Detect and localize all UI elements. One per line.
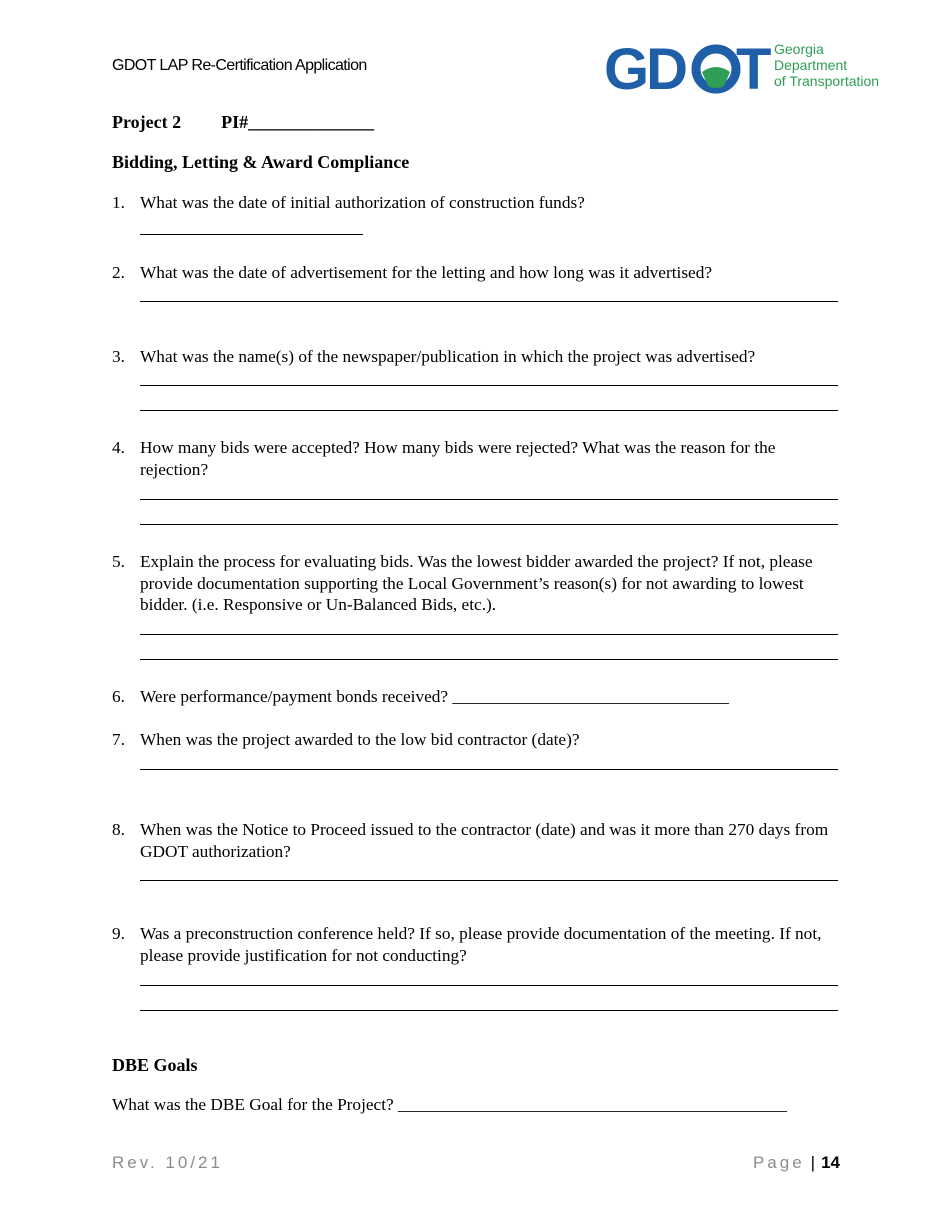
dbe-goal-question[interactable]: What was the DBE Goal for the Project? _____________________________________________ xyxy=(112,1095,787,1114)
answer-line-4b[interactable] xyxy=(140,524,838,525)
pi-number-field[interactable]: PI#______________ xyxy=(221,112,375,132)
svg-text:GD: GD xyxy=(604,42,685,94)
gdot-logo xyxy=(604,40,894,96)
question-text: What was the date of advertisement for the letting and how long was it advertised? xyxy=(140,263,713,282)
question-number: 4. xyxy=(112,438,125,457)
gdot-logo-mark xyxy=(604,42,772,94)
answer-line-5a[interactable] xyxy=(140,634,838,635)
dbe-section-title: DBE Goals xyxy=(112,1055,198,1075)
question-text: What was the date of initial authorization of construction funds? xyxy=(140,193,585,212)
answer-line-4a[interactable] xyxy=(140,499,838,500)
logo-line-3: of Transportation xyxy=(774,73,880,89)
question-number: 5. xyxy=(112,552,125,571)
question-text: How many bids were accepted? How many bids were rejected? What was the reason for the rejection? xyxy=(140,438,776,479)
question-text: Explain the process for evaluating bids. Was the lowest bidder awarded the project? If not, please provide documentation supporting the Local Government’s reason(s) for not awarding to lowest bidder. (i.e. Responsive or Un-Balanced Bids, etc.). xyxy=(140,552,813,614)
answer-line-9b[interactable] xyxy=(140,1010,838,1011)
revision-label: Rev. 10/21 xyxy=(112,1153,223,1172)
answer-line-8[interactable] xyxy=(140,880,838,881)
project-label: Project 2 xyxy=(112,112,182,132)
section-title: Bidding, Letting & Award Compliance xyxy=(112,152,410,172)
answer-line-5b[interactable] xyxy=(140,659,838,660)
question-number: 1. xyxy=(112,193,125,212)
answer-line-9a[interactable] xyxy=(140,985,838,986)
logo-line-2: Department xyxy=(774,57,848,73)
page-label: Page xyxy=(752,1153,805,1172)
answer-line-1[interactable] xyxy=(140,234,363,235)
question-text: When was the Notice to Proceed issued to the contractor (date) and was it more than 270 days from GDOT authorization? xyxy=(140,820,829,861)
question-text: Was a preconstruction conference held? If so, please provide documentation of the meeting. If not, please provide justification for not conducting? xyxy=(140,924,822,965)
logo-line-1: Georgia xyxy=(774,41,824,57)
question-number: 7. xyxy=(112,730,125,749)
answer-line-7[interactable] xyxy=(140,769,838,770)
question-text: When was the project awarded to the low bid contractor (date)? xyxy=(140,730,580,749)
page-separator: | xyxy=(810,1153,816,1172)
page-footer xyxy=(753,1153,840,1173)
question-number: 6. xyxy=(112,687,125,706)
page-number: 14 xyxy=(821,1153,840,1172)
gdot-logo-text xyxy=(774,41,879,89)
question-number: 3. xyxy=(112,347,125,366)
answer-line-2[interactable] xyxy=(140,301,838,302)
question-number: 2. xyxy=(112,263,125,282)
answer-line-3b[interactable] xyxy=(140,410,838,411)
question-number: 9. xyxy=(112,924,125,943)
svg-text:T: T xyxy=(736,42,772,94)
question-text-with-blank[interactable]: Were performance/payment bonds received? ________________________________ xyxy=(140,687,729,706)
question-text: What was the name(s) of the newspaper/publication in which the project was advertised? xyxy=(140,347,756,366)
project-line xyxy=(112,112,374,133)
question-number: 8. xyxy=(112,820,125,839)
document-header-title: GDOT LAP Re-Certification Application xyxy=(112,57,367,74)
answer-line-3a[interactable] xyxy=(140,385,838,386)
